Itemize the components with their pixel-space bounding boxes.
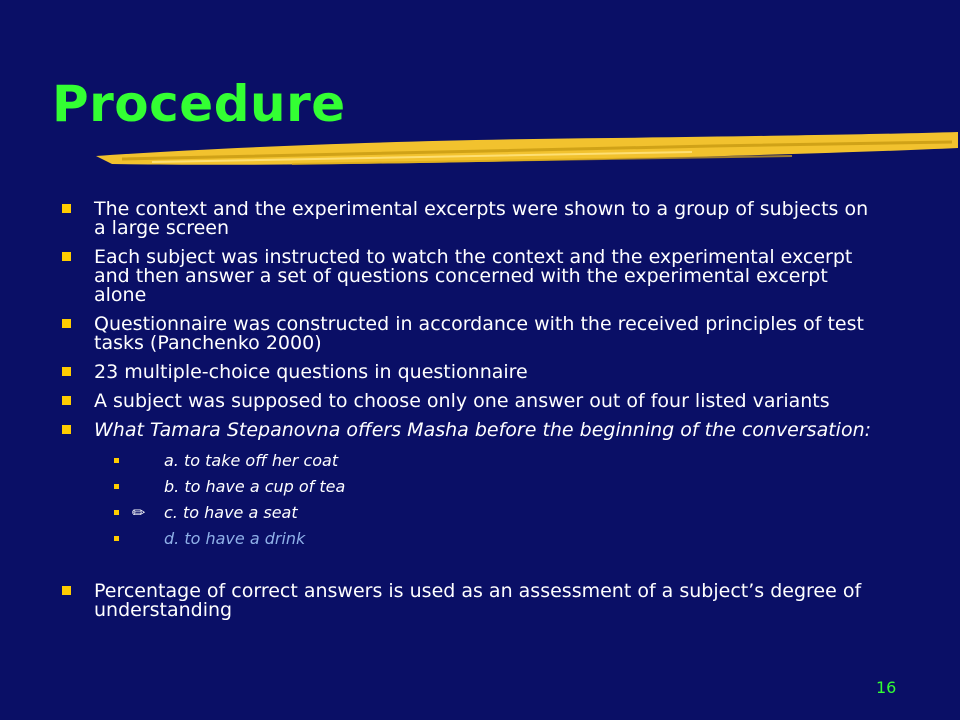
bullet-item: 23 multiple-choice questions in questionnaire [60,363,880,382]
square-bullet-icon [62,204,71,213]
square-bullet-icon [62,319,71,328]
small-bullet-icon [114,458,119,463]
small-bullet-icon [114,536,119,541]
slide-title: Procedure [52,75,346,133]
small-bullet-icon [114,484,119,489]
answer-option: d. to have a drink [114,530,880,556]
square-bullet-icon [62,396,71,405]
page-number: 16 [876,678,897,697]
yellow-brush-stroke [92,126,960,180]
answer-options [94,452,880,556]
bullet-item: Each subject was instructed to watch the context and the experimental excerpt and then answer a set of questions concerned with the experimental excerpt alone [60,248,880,305]
small-bullet-icon [114,510,119,515]
answer-option: b. to have a cup of tea [114,478,880,504]
answer-option: a. to take off her coat [114,452,880,478]
pencil-icon: ✏ [132,503,146,522]
bullet-item: Questionnaire was constructed in accordance with the received principles of test tasks (Panchenko 2000) [60,315,880,353]
bullet-item-question: What Tamara Stepanovna offers Masha before the beginning of the conversation: a. to take off her coat b. to have a cup of tea ✏ c. to have a seat d. to have a drink [60,421,880,572]
square-bullet-icon [62,252,71,261]
square-bullet-icon [62,586,71,595]
answer-option-correct: ✏ c. to have a seat [114,504,880,530]
bullet-item: A subject was supposed to choose only one answer out of four listed variants [60,392,880,411]
square-bullet-icon [62,425,71,434]
square-bullet-icon [62,367,71,376]
bullet-item: Percentage of correct answers is used as an assessment of a subject’s degree of understanding [60,582,880,620]
bullet-item: The context and the experimental excerpts were shown to a group of subjects on a large screen [60,200,880,238]
bullet-list [60,200,880,630]
